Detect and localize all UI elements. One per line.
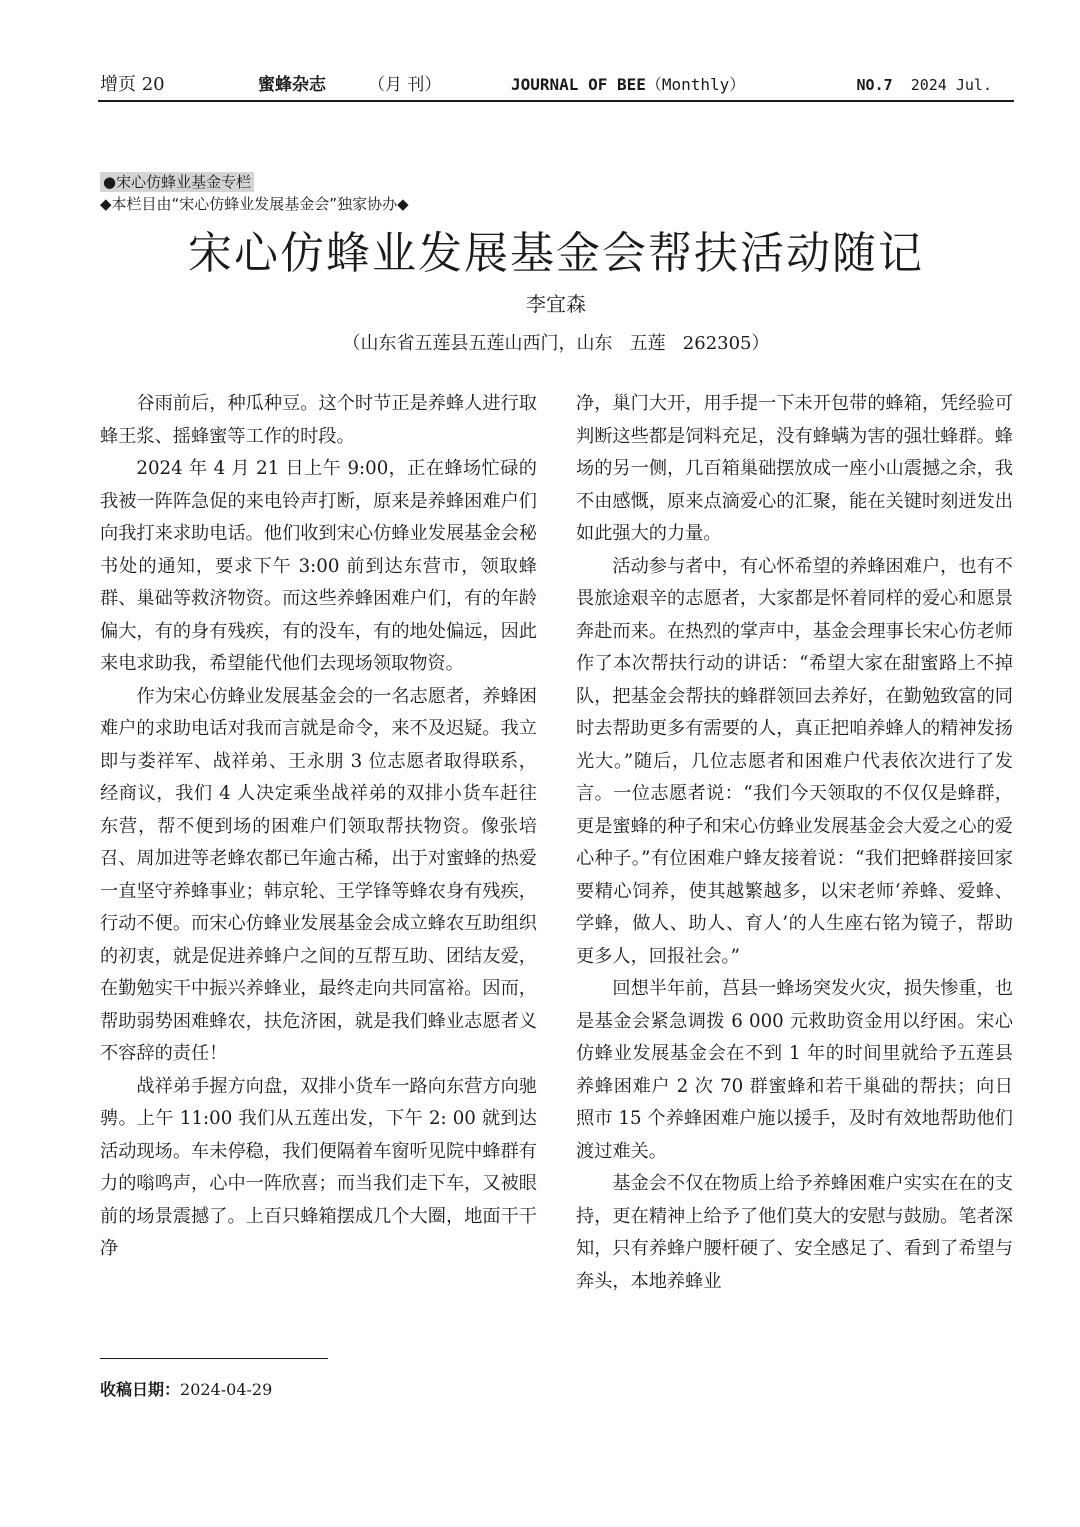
column-sponsor-note: ◆本栏目由“宋心仿蜂业发展基金会”独家协办◆ bbox=[100, 195, 409, 213]
body-column-right bbox=[576, 388, 1013, 1298]
paragraph: 作为宋心仿蜂业发展基金会的一名志愿者，养蜂困难户的求助电话对我而言就是命令，来不及迟疑。我立即与娄祥军、战祥弟、王永朋 3 位志愿者取得联系，经商议，我们 4 人决定乘坐战祥弟的双排小货车赶往东营，帮不便到场的困难户们领取帮扶物资。像张培召、周加进等老蜂农都已年逾古稀，出于对蜜蜂的热爱一直坚守养蜂事业；韩京轮、王学锋等蜂农身有残疾，行动不便。而宋心仿蜂业发展基金会成立蜂农互助组织的初衷，就是促进养蜂户之间的互帮互助、团结友爱，在勤勉实干中振兴养蜂业，最终走向共同富裕。因而，帮助弱势困难蜂农，扶危济困，就是我们蜂业志愿者义不容辞的责任！ bbox=[100, 685, 537, 1064]
paragraph-continued: 净，巢门大开，用手提一下未开包带的蜂箱，凭经验可判断这些都是饲料充足，没有蜂螨为害的强壮蜂群。蜂场的另一侧，几百箱巢础摆放成一座小山震撼之余，我不由感慨，原来点滴爱心的汇聚，能在关键时刻迸发出如此强大的力量。 bbox=[576, 393, 1013, 544]
author-affiliation: （山东省五莲县五莲山西门，山东 五莲 262305） bbox=[342, 333, 770, 354]
received-date-value: 2024-04-29 bbox=[180, 1380, 273, 1399]
journal-name-en-main: JOURNAL OF BEE bbox=[511, 75, 646, 94]
paragraph: 活动参与者中，有心怀希望的养蜂困难户，也有不畏旅途艰辛的志愿者，大家都是怀着同样的爱心和愿景奔赴而来。在热烈的掌声中，基金会理事长宋心仿老师作了本次帮扶行动的讲话：“希望大家在甜蜜路上不掉队，把基金会帮扶的蜂群领回去养好，在勤勉致富的同时去帮助更多有需要的人，真正把咱养蜂人的精神发扬光大。”随后，几位志愿者和困难户代表依次进行了发言。一位志愿者说：“我们今天领取的不仅仅是蜂群，更是蜜蜂的种子和宋心仿蜂业发展基金会大爱之心的爱心种子。”有位困难户蜂友接着说：“我们把蜂群接回家要精心饲养，使其越繁越多，以宋老师‘养蜂、爱蜂、学蜂，做人、助人、育人’的人生座右铭为镜子，帮助更多人，回报社会。” bbox=[576, 555, 1013, 967]
page-number: 增页 20 bbox=[100, 74, 165, 95]
paragraph: 战祥弟手握方向盘，双排小货车一路向东营方向驰骋。上午 11:00 我们从五莲出发，下午 2: 00 就到达活动现场。车未停稳，我们便隔着车窗听见院中蜂群有力的嗡鸣声，心中一阵欣喜；而当我们走下车，又被眼前的场景震撼了。上百只蜂箱摆成几个大圈，地面干干净 bbox=[100, 1075, 537, 1259]
journal-frequency-en: （Monthly） bbox=[645, 75, 746, 94]
paragraph: 谷雨前后，种瓜种豆。这个时节正是养蜂人进行取蜂王浆、摇蜂蜜等工作的时段。 bbox=[100, 393, 537, 447]
issue-number: NO.7 bbox=[856, 76, 893, 94]
paragraph: 回想半年前，莒县一蜂场突发火灾，损失惨重，也是基金会紧急调拨 6 000 元救助资金用以纾困。宋心仿蜂业发展基金会在不到 1 年的时间里就给予五莲县养蜂困难户 2 次 70 群蜜蜂和若干巢础的帮扶；向日照市 15 个养蜂困难户施以援手，及时有效地帮助他们渡过难关。 bbox=[576, 978, 1013, 1162]
running-header bbox=[98, 70, 1014, 102]
journal-frequency-cn: （月 刊） bbox=[368, 75, 442, 95]
article-author: 李宜森 bbox=[526, 292, 586, 316]
journal-name-cn: 蜜蜂杂志 bbox=[258, 75, 326, 95]
received-date-label: 收稿日期： bbox=[100, 1380, 181, 1399]
journal-name-en bbox=[511, 70, 745, 100]
paragraph: 基金会不仅在物质上给予养蜂困难户实实在在的支持，更在精神上给予了他们莫大的安慰与鼓励。笔者深知，只有养蜂户腰杆硬了、安全感足了、看到了希望与奔头，本地养蜂业 bbox=[576, 1173, 1013, 1292]
body-column-left bbox=[100, 388, 537, 1266]
received-date-note bbox=[100, 1378, 272, 1402]
column-label: ●宋心仿蜂业基金专栏 bbox=[100, 172, 254, 192]
issue-date: 2024 Jul. bbox=[910, 76, 992, 94]
paragraph: 2024 年 4 月 21 日上午 9:00，正在蜂场忙碌的我被一阵阵急促的来电铃声打断，原来是养蜂困难户们向我打来求助电话。他们收到宋心仿蜂业发展基金会秘书处的通知，要求下午 3:00 前到达东营市，领取蜂群、巢础等救济物资。而这些养蜂困难户们，有的年龄偏大，有的身有残疾，有的没车，有的地处偏远，因此来电求助我，希望能代他们去现场领取物资。 bbox=[100, 458, 537, 674]
footnote-divider bbox=[100, 1358, 328, 1359]
article-title: 宋心仿蜂业发展基金会帮扶活动随记 bbox=[188, 228, 924, 279]
issue-info bbox=[857, 70, 992, 100]
